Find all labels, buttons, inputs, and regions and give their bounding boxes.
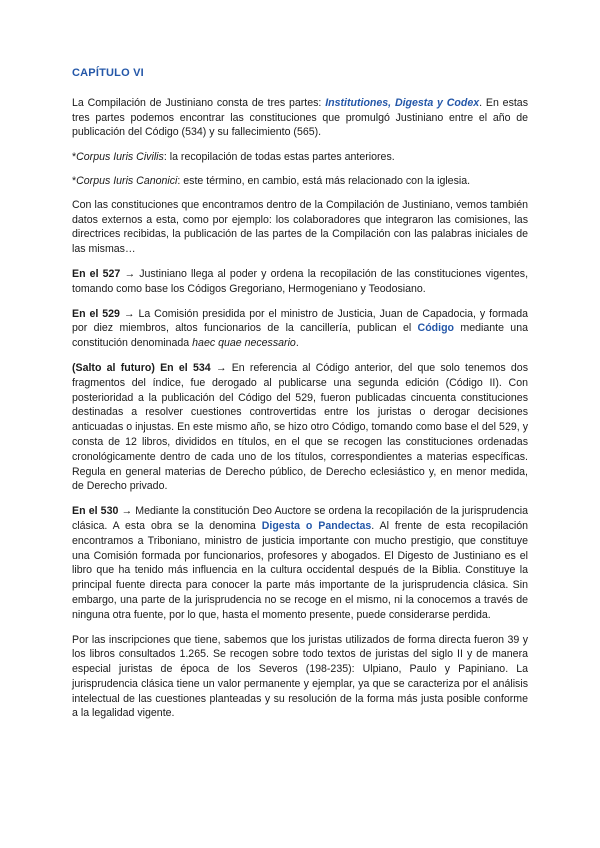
paragraph-year-529 xyxy=(72,307,528,351)
text-run: → En referencia al Código anterior, del que solo tenemos dos fragmentos del índice, fue derogado al publicarse una segunda edición (Código II). Con posterioridad a la publicación del Código del 529, fueron publicadas cincuenta constituciones destinadas a resolver cuestiones controvertidas entre los juristas o derogar decisiones anticuadas o injustas. En este mismo año, se hizo otro Código, tomando como base el del 529, y consta de 12 libros, divididos en títulos, en el que se recogen las constituciones ordenadas cronológicamente dentro de cada uno de los títulos, correspondientes a materias específicas. Regula en general materias de Derecho público, de Derecho eclesiástico y, en menor medida, de Derecho privado. xyxy=(72,361,528,493)
term-corpus-iuris-canonici: Corpus Iuris Canonici xyxy=(76,174,178,187)
highlight-digesta-pandectas: Digesta o Pandectas xyxy=(261,519,372,532)
text-run: : la recopilación de todas estas partes anteriores. xyxy=(163,151,395,164)
chapter-title: CAPÍTULO VI xyxy=(72,67,144,79)
text-run: mediante una constitución denominada xyxy=(72,322,528,350)
highlight-codigo: Código xyxy=(417,322,455,335)
paragraph-inscriptions: Por las inscripciones que tiene, sabemos que los juristas utilizados de forma directa fueron 39 y los libros consultados 1.265. Se recogen sobre todo textos de juristas del siglo II y de manera especial juristas de época de los Severos (198-235): Ulpiano, Paulo y Papiniano. La jurisprudencia clásica tiene un valor permanente y ejemplar, ya que se caracteriza por el análisis intelectual de las cuestiones planteadas y su resolución de la forma más justa posible conforme a la legalidad vigente. xyxy=(72,633,528,720)
bullet-asterisk: * xyxy=(72,174,77,187)
text-run: La Compilación de Justiniano consta de tres partes: xyxy=(72,96,326,109)
bullet-asterisk: * xyxy=(72,151,77,164)
text-run: . xyxy=(295,337,299,350)
text-run: . En estas tres partes podemos encontrar las constituciones que promulgó Justiniano entre el año de publicación del Código (534) y su fallecimiento (565). xyxy=(72,96,528,139)
paragraph-external-data: Con las constituciones que encontramos dentro de la Compilación de Justiniano, vemos también datos externos a esta, como por ejemplo: los colaboradores que integraron las comisiones, las directrices recibidas, la publicación de las partes de la Compilación con las palabras iniciales de las mismas… xyxy=(72,198,528,256)
paragraph-corpus-iuris-civilis xyxy=(72,150,528,165)
year-label-530: En el 530 xyxy=(72,505,119,518)
text-run: → Justiniano llega al poder y ordena la recopilación de las constituciones vigentes, tomando como base los Códigos Gregoriano, Hermogeniano y Teodosiano. xyxy=(72,267,529,295)
highlight-institutiones-digesta-codex: Institutiones, Digesta y Codex xyxy=(325,96,480,109)
paragraph-year-527 xyxy=(72,267,528,297)
text-run: → Mediante la constitución Deo Auctore se ordena la recopilación de la jurisprudencia clásica. A esta obra se la denomina xyxy=(72,505,528,532)
year-label-529: En el 529 xyxy=(72,307,120,320)
paragraph-year-534 xyxy=(72,361,528,494)
year-label-534: (Salto al futuro) En el 534 xyxy=(72,361,211,374)
text-run: → La Comisión presidida por el ministro de Justicia, Juan de Capadocia, y formada por diez miembros, altos funcionarios de la cancillería, publican el xyxy=(72,307,528,335)
paragraph-compilation-parts xyxy=(72,96,528,140)
year-label-527: En el 527 xyxy=(72,267,121,280)
text-run: . Al frente de esta recopilación encontramos a Triboniano, ministro de justicia importante con mucho prestigio, que constituye una Comisión formada por funcionarios, profesores y abogados. El Digesto de Justiniano es el libro que ha tenido más influencia en la cultura occidental después de la Biblia. Constituye la principal fuente directa para conocer la parte más importante de la jurisprudencia clásica. Sin embargo, una parte de la jurisprudencia no se recoge en el mismo, ni la conocemos a través de ninguna otra fuente, por lo que, hasta el momento presente, puede considerarse perdida. xyxy=(72,519,528,621)
paragraph-corpus-iuris-canonici xyxy=(72,174,528,189)
document-page xyxy=(72,66,528,731)
paragraph-year-530 xyxy=(72,504,528,622)
text-run: : este término, en cambio, está más relacionado con la iglesia. xyxy=(177,174,471,187)
term-haec-quae-necessario: haec quae necessario xyxy=(192,337,296,350)
term-corpus-iuris-civilis: Corpus Iuris Civilis xyxy=(76,151,164,164)
